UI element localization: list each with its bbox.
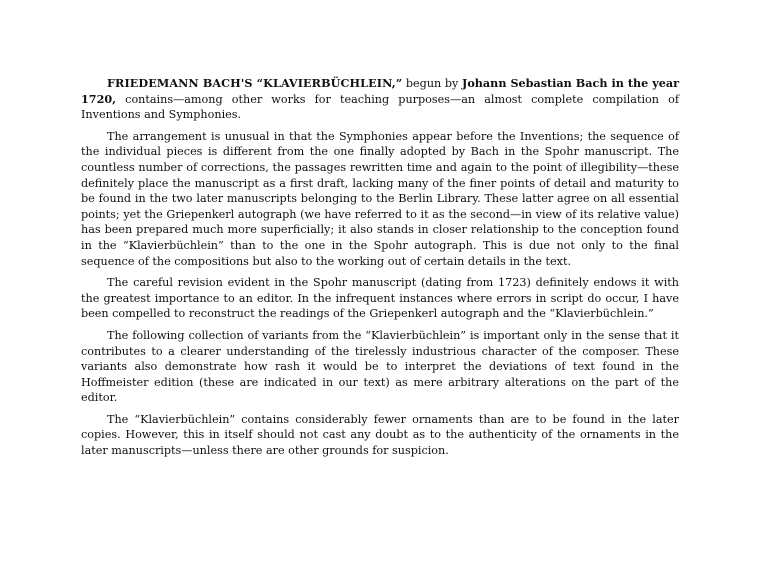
paragraph-1-year: in the year 1720, [81,76,680,106]
paragraph-2: The arrangement is unusual in that the Symphonies appear before the Inventions; the sequence of the individual pieces is different from the one finally adopted by Bach in the Spohr manuscript. The countless number of corrections, the passages rewritten time and again to the point of illegibility—these definitely place the manuscript as a first draft, lacking many of the finer points of detail and maturity to be found in the two later manuscripts belonging to the Berlin Library. These latter agree on all essential points; yet the Griepenkerl autograph (we have referred to it as the second—in view of its relative value) has been prepared much more superficially; it also stands in closer relationship to the conception found in the “Klavierbüchlein” than to the one in the Spohr autograph. This is due not only to the final sequence of the compositions but also to the working out of certain details in the text. [81,129,679,268]
paragraph-1 [81,76,679,123]
paragraph-1-rest: contains—among other works for teaching purposes—an almost complete compilation of Inventions and Symphonies. [81,92,679,122]
paragraph-1-mid: begun by [402,77,463,90]
paragraph-4: The following collection of variants from the “Klavierbüchlein” is important only in the sense that it contributes to a clearer understanding of the tirelessly industrious character of the composer. These variants also demonstrate how rash it would be to interpret the deviations of text found in the Hoffmeister edition (these are indicated in our text) as mere arbitrary alterations on the part of the editor. [81,328,679,405]
paragraph-5: The “Klavierbüchlein” contains considerably fewer ornaments than are to be found in the later copies. However, this in itself should not cast any doubt as to the authenticity of the ornaments in the later manuscripts—unless there are other grounds for suspicion. [81,412,679,458]
preface-text [81,76,679,465]
paragraph-3: The careful revision evident in the Spohr manuscript (dating from 1723) definitely endows it with the greatest importance to an editor. In the infrequent instances where errors in script do occur, I have been compelled to reconstruct the readings of the Griepenkerl autograph and the “Klavierbüchlein.” [81,276,679,321]
title-klavierbuchlein: FRIEDEMANN BACH'S “KLAVIERBÜCHLEIN,” [107,76,403,90]
composer-name: Johann Sebastian Bach [462,76,608,90]
